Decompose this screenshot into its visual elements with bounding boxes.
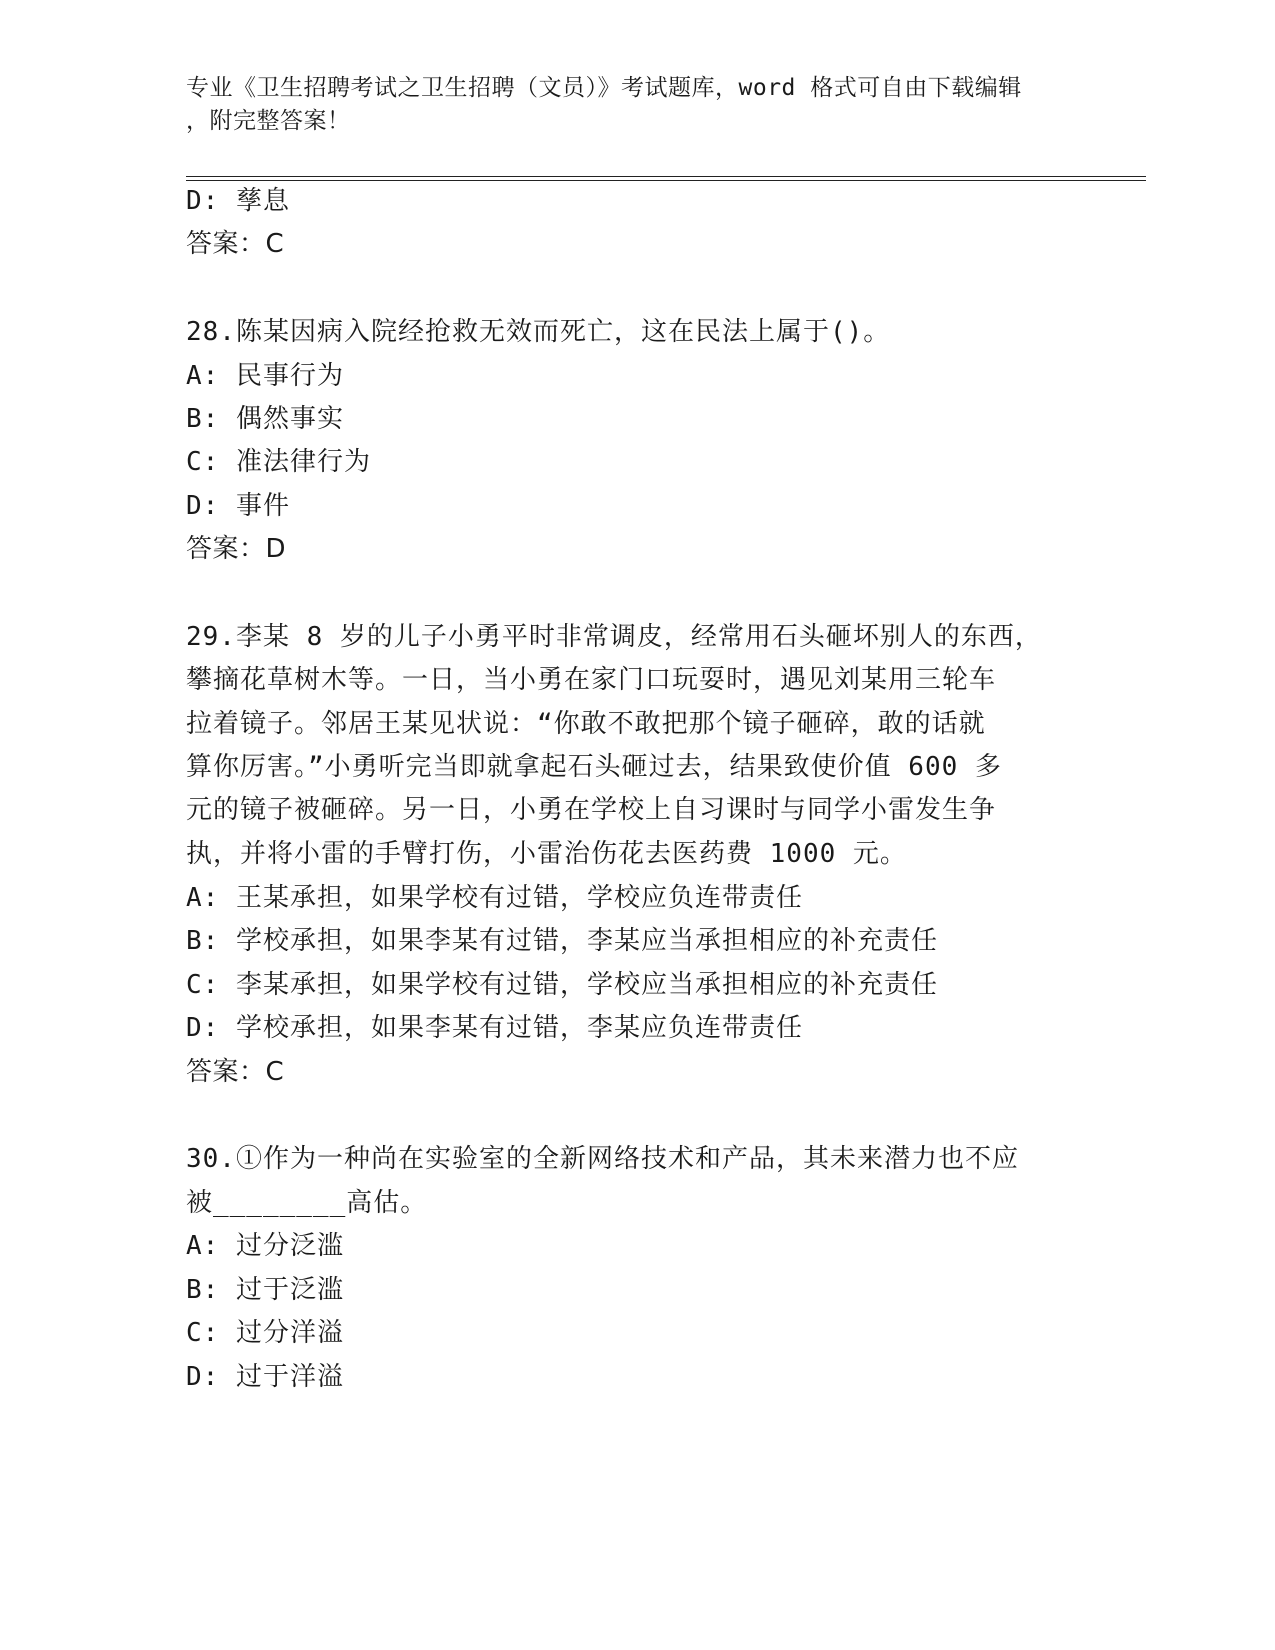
- q30-option-b: B: 过于泛滥: [186, 1275, 344, 1305]
- q29-stem-line-4: 算你厉害。”小勇听完当即就拿起石头砸过去，结果致使价值 600 多: [186, 752, 1002, 782]
- header-divider: [186, 176, 1146, 181]
- q28-answer: 答案：D: [186, 534, 287, 564]
- header-line-2: ，附完整答案！: [186, 108, 351, 134]
- q27-answer: 答案：C: [186, 229, 285, 259]
- q30-option-c: C: 过分洋溢: [186, 1318, 344, 1348]
- q28-option-c: C: 准法律行为: [186, 447, 371, 477]
- q28-option-b: B: 偶然事实: [186, 404, 344, 434]
- page-header: [186, 72, 1066, 138]
- q29-option-c: C: 李某承担，如果学校有过错，学校应当承担相应的补充责任: [186, 970, 938, 1000]
- q29-stem-line-5: 元的镜子被砸碎。另一日，小勇在学校上自习课时与同学小雷发生争: [186, 795, 997, 825]
- q29-option-a: A: 王某承担，如果学校有过错，学校应负连带责任: [186, 883, 803, 913]
- q28-option-d: D: 事件: [186, 491, 290, 521]
- header-line-1: 专业《卫生招聘考试之卫生招聘（文员）》考试题库，word 格式可自由下载编辑: [186, 75, 1022, 101]
- q29-option-d: D: 学校承担，如果李某有过错，李某应负连带责任: [186, 1013, 803, 1043]
- q30-option-d: D: 过于洋溢: [186, 1362, 344, 1392]
- q29-option-b: B: 学校承担，如果李某有过错，李某应当承担相应的补充责任: [186, 926, 938, 956]
- q28-option-a: A: 民事行为: [186, 361, 344, 391]
- q29-stem-line-2: 攀摘花草树木等。一日，当小勇在家门口玩耍时，遇见刘某用三轮车: [186, 665, 997, 695]
- q27-option-d: D: 孳息: [186, 186, 290, 216]
- q29-answer: 答案：C: [186, 1057, 285, 1087]
- q29-stem-line-3: 拉着镜子。邻居王某见状说：“你敢不敢把那个镜子砸碎，敢的话就: [186, 709, 986, 739]
- q28-stem: 28.陈某因病入院经抢救无效而死亡，这在民法上属于()。: [186, 317, 891, 347]
- q30-stem-line-2: 被________高估。: [186, 1188, 428, 1218]
- q30-option-a: A: 过分泛滥: [186, 1231, 344, 1261]
- q30-stem-line-1: 30.①作为一种尚在实验室的全新网络技术和产品，其未来潜力也不应: [186, 1144, 1019, 1174]
- q29-stem-line-6: 执，并将小雷的手臂打伤，小雷治伤花去医药费 1000 元。: [186, 839, 907, 869]
- q29-stem-line-1: 29.李某 8 岁的儿子小勇平时非常调皮，经常用石头砸坏别人的东西，: [186, 622, 1042, 652]
